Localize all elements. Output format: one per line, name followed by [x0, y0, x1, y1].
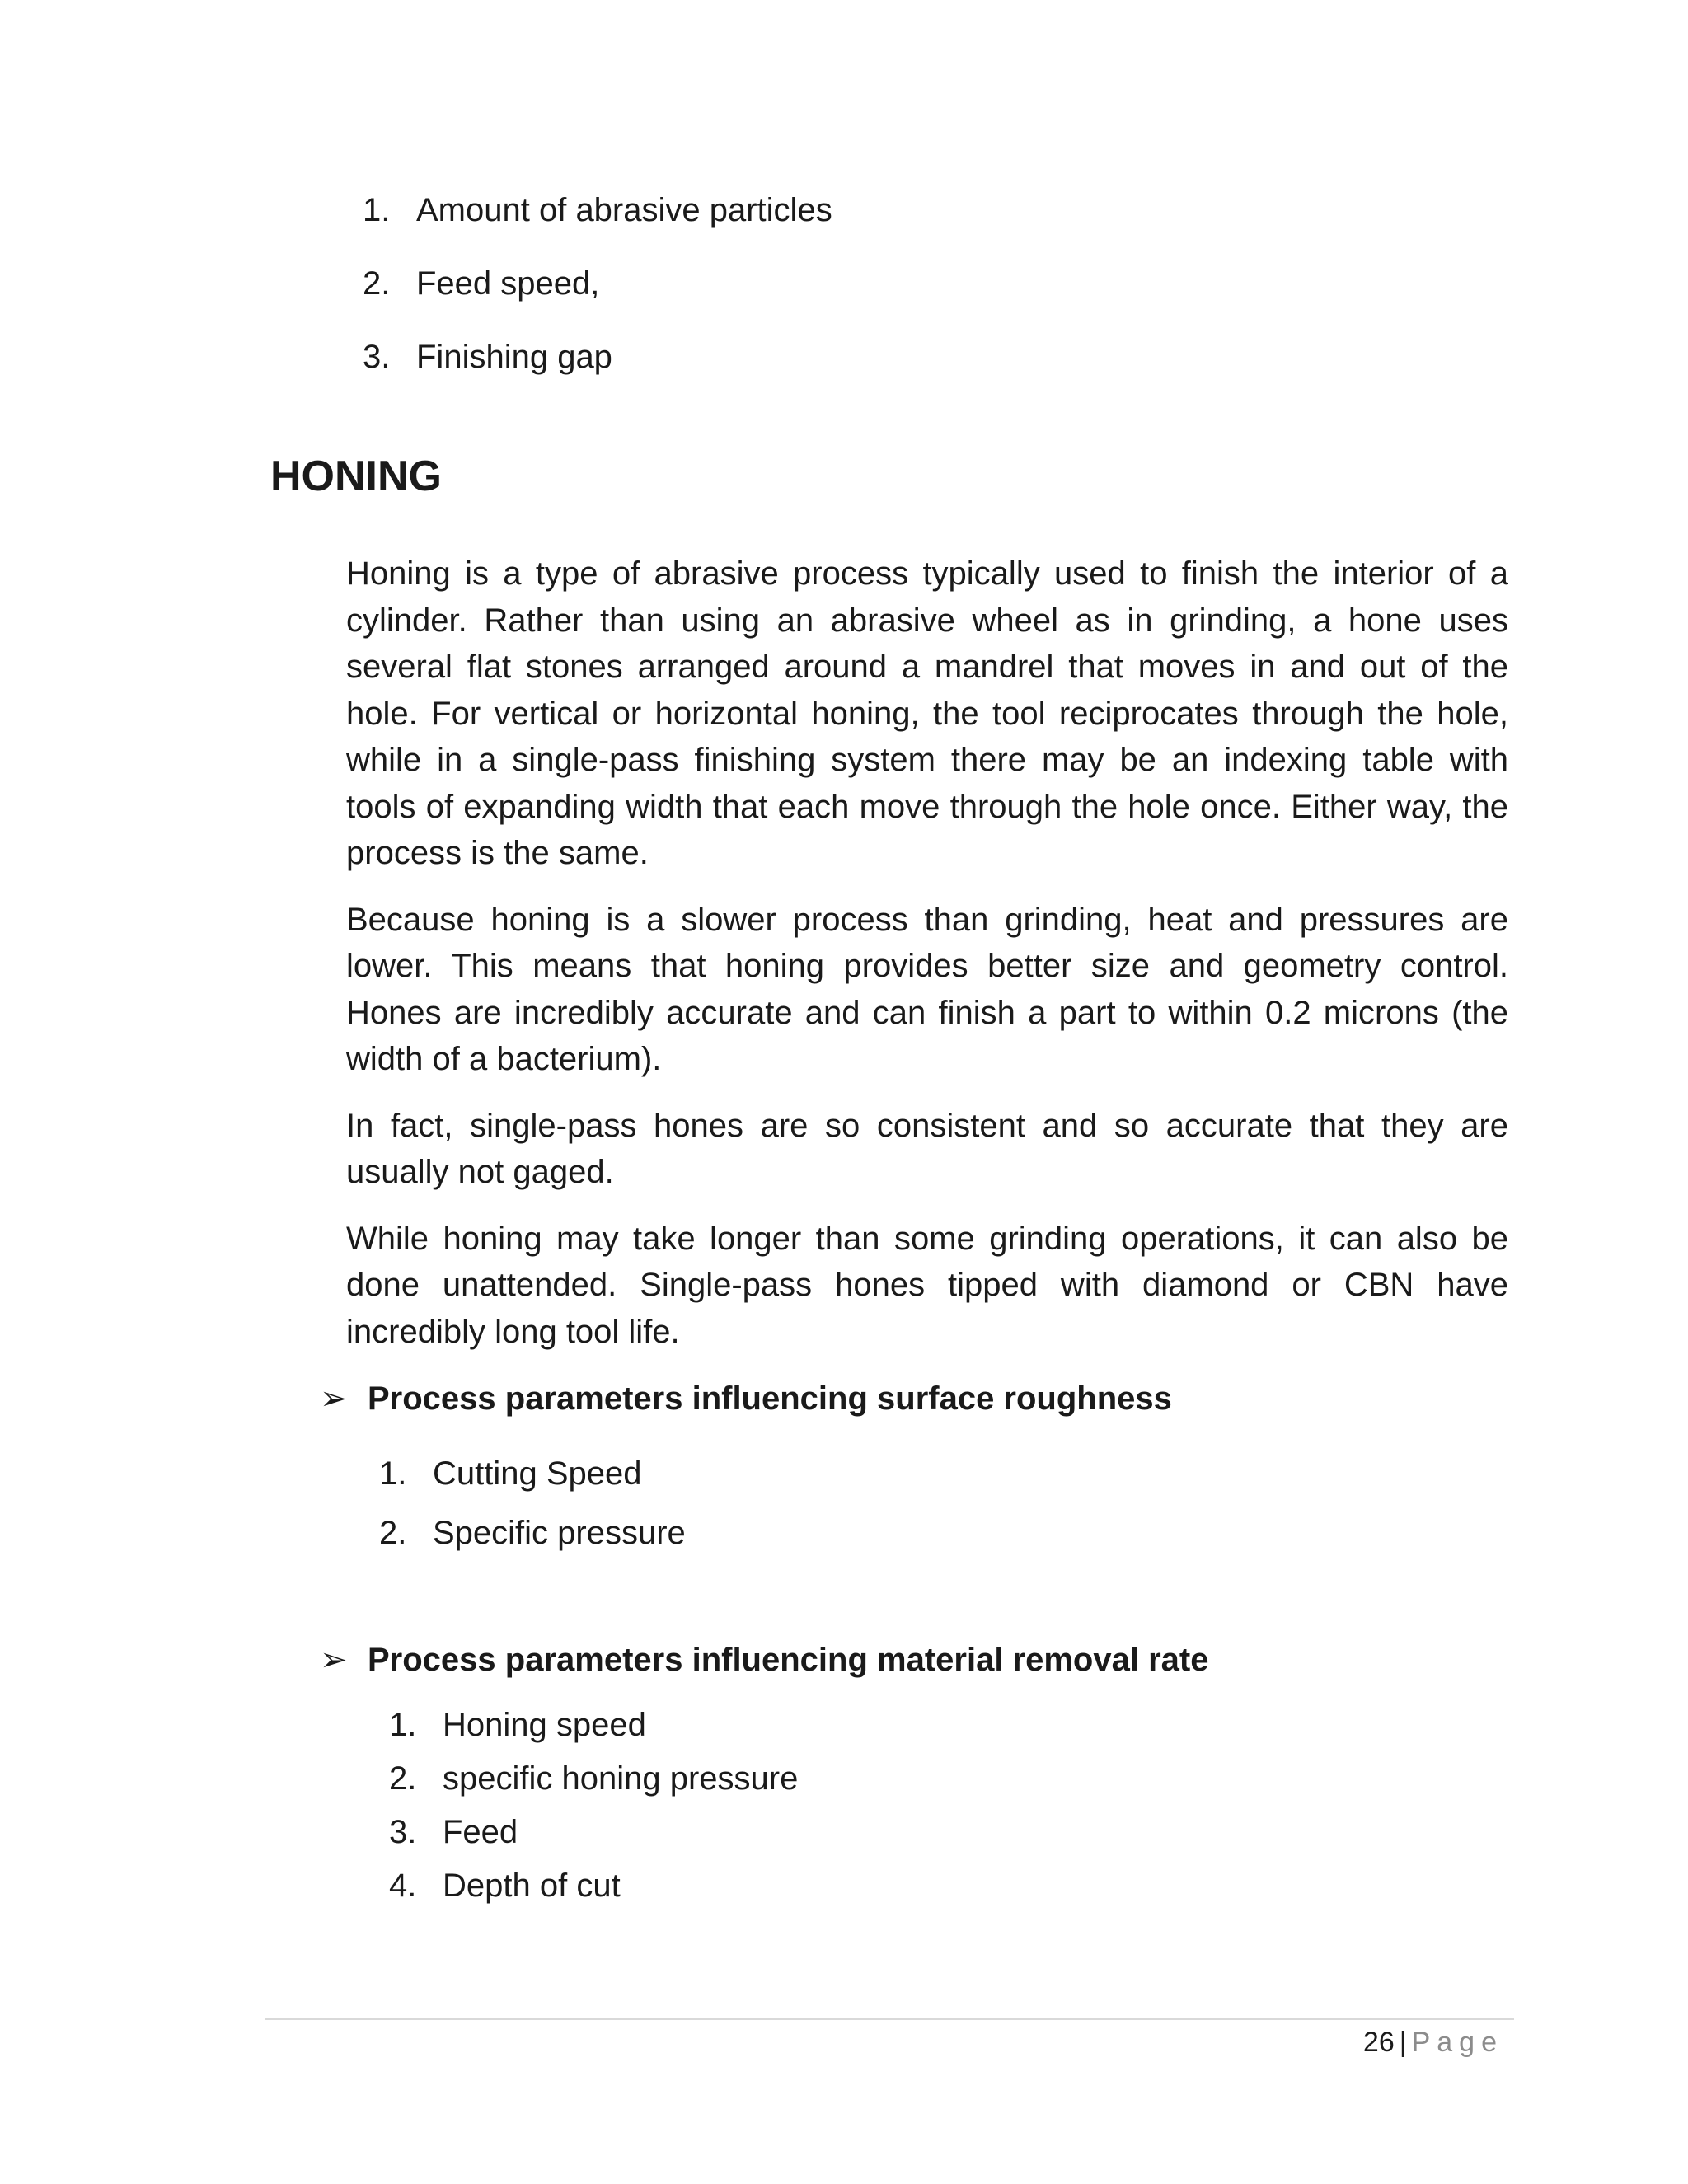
list-text: Feed speed, — [416, 265, 600, 302]
list-item — [379, 1503, 686, 1563]
list-number: 2. — [389, 1760, 417, 1797]
list-text: Cutting Speed — [433, 1455, 642, 1492]
roughness-heading — [320, 1380, 1172, 1417]
list-item — [379, 1444, 686, 1503]
section-heading: HONING — [270, 452, 442, 500]
roughness-list — [379, 1444, 686, 1563]
list-number: 3. — [389, 1814, 417, 1850]
list-text: Specific pressure — [433, 1515, 686, 1551]
paragraph-tool-life: While honing may take longer than some grinding operations, it can also be done unattended. Single-pass hones tipped with diamond or CBN have incredibly long tool life. — [346, 1220, 1508, 1350]
page-footer — [1363, 2018, 1503, 2067]
list-number: 2. — [363, 265, 391, 302]
arrow-bullet-icon: ➢ — [320, 1380, 348, 1417]
list-number: 3. — [363, 339, 391, 375]
list-text: specific honing pressure — [443, 1760, 799, 1797]
list-item — [363, 340, 832, 373]
list-text: Depth of cut — [443, 1868, 621, 1904]
list-text: Finishing gap — [416, 339, 612, 375]
mrr-heading — [320, 1642, 1208, 1678]
list-item — [389, 1806, 798, 1859]
mrr-list — [389, 1699, 798, 1913]
list-item — [389, 1752, 798, 1806]
footer-separator: | — [1399, 2027, 1407, 2058]
list-item — [389, 1859, 798, 1913]
list-number: 2. — [379, 1515, 407, 1551]
list-number: 4. — [389, 1868, 417, 1904]
list-number: 1. — [363, 192, 391, 228]
paragraph-accuracy: Because honing is a slower process than grinding, heat and pressures are lower. This means that honing provides better size and geometry control. Hones are incredibly accurate and can finish a part to within 0.2 microns (the width of a bacterium). — [346, 901, 1508, 1077]
paragraph-intro: Honing is a type of abrasive process typically used to finish the interior of a cylinder. Rather than using an abrasive wheel as in grinding, a hone uses several flat stones arranged around a mandrel that moves in and out of the hole. For vertical or horizontal honing, the tool reciprocates through the hole, while in a single-pass finishing system there may be an indexing table with tools of expanding width that each move through the hole once. Either way, the process is the same. — [346, 555, 1508, 871]
list-item — [363, 194, 832, 227]
arrow-bullet-icon: ➢ — [320, 1642, 348, 1678]
page-number: 26 — [1362, 2027, 1395, 2058]
abrasive-parameters-list — [363, 194, 832, 414]
section-body — [346, 551, 1508, 1375]
list-number: 1. — [389, 1707, 417, 1743]
footer-divider — [265, 2018, 1514, 2020]
list-text: Amount of abrasive particles — [416, 192, 832, 228]
mrr-title: Process parameters influencing material removal rate — [368, 1642, 1209, 1678]
list-text: Honing speed — [443, 1707, 646, 1743]
list-number: 1. — [379, 1455, 407, 1492]
list-item — [389, 1699, 798, 1752]
list-item — [363, 267, 832, 300]
paragraph-consistency: In fact, single-pass hones are so consistent and so accurate that they are usually not gaged. — [346, 1107, 1508, 1190]
page-label: Page — [1411, 2027, 1503, 2058]
roughness-title: Process parameters influencing surface roughness — [368, 1380, 1172, 1417]
list-text: Feed — [443, 1814, 518, 1850]
